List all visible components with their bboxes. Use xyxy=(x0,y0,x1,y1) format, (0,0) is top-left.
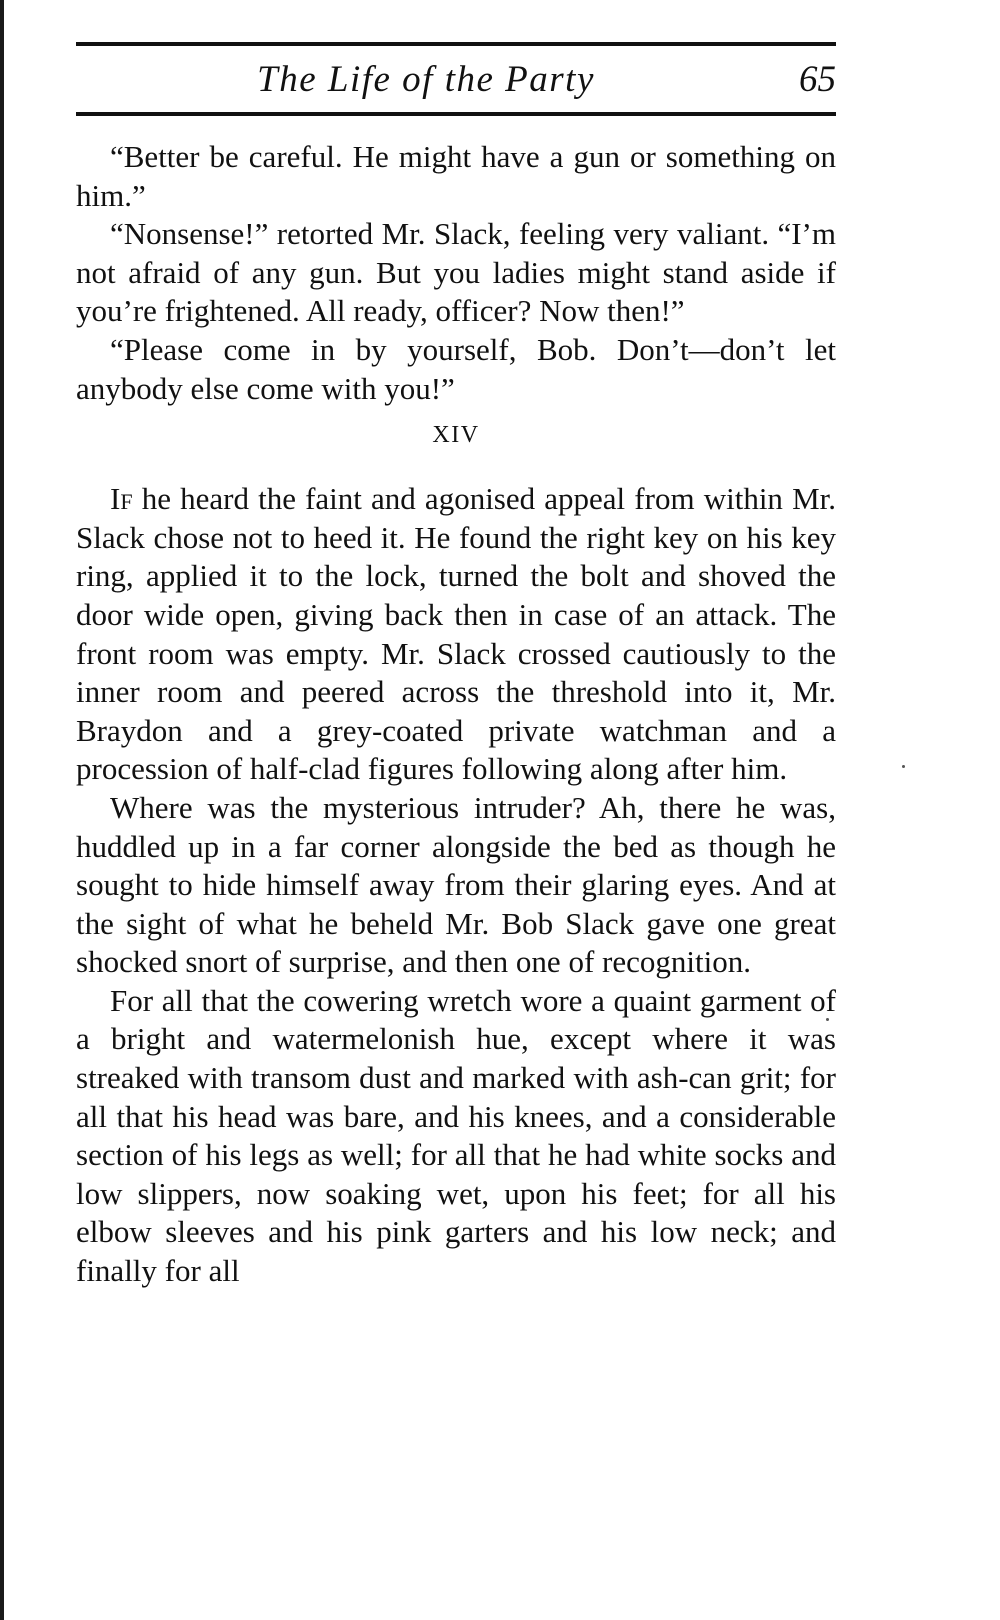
header-rule-top xyxy=(76,42,836,46)
page-number: 65 xyxy=(799,59,836,100)
chapter-number: XIV xyxy=(432,422,480,449)
paragraph: “Please come in by yourself, Bob. Don’t—don’t let anybody else come with you!” xyxy=(76,331,836,406)
page-edge-shadow xyxy=(0,0,4,1620)
paragraph: “Nonsense!” retorted Mr. Slack, feeling very valiant. “I’m not afraid of any gun. But you ladies might stand aside if you’re frightened. All ready, officer? Now then!” xyxy=(76,216,836,329)
paper-speck xyxy=(902,765,905,768)
header-rule-bottom xyxy=(76,112,836,116)
running-title: The Life of the Party xyxy=(257,59,595,100)
paper-speck xyxy=(826,1018,829,1021)
paragraph: “Better be careful. He might have a gun or something on him.” xyxy=(76,139,836,213)
opening-text: he heard the faint and agonised appeal from within Mr. Slack chose not to heed it. He found the right key on his key ring, applied it to the lock, turned the bolt and shoved the door wide open, giving back then in case of an attack. The front room was empty. Mr. Slack crossed cautiously to the inner room and peered across the threshold into it, Mr. Braydon and a grey-coated private watchman and a procession of half-clad figures following along after him. xyxy=(76,481,836,787)
opening-word: If xyxy=(110,481,133,517)
body-text xyxy=(76,138,836,1291)
chapter-opening-paragraph xyxy=(76,480,836,789)
paragraph: For all that the cowering wretch wore a quaint garment of a bright and watermelonish hue, except where it was streaked with transom dust and marked with ash-can grit; for all that his head was bare, and his knees, and a considerable section of his legs as well; for all that he had white socks and low slippers, now soaking wet, upon his feet; for all his elbow sleeves and his pink garters and his low neck; and finally for all xyxy=(76,982,836,1289)
running-header xyxy=(76,54,836,106)
paragraph: Where was the mysterious intruder? Ah, there he was, huddled up in a far corner alongside the bed as though he sought to hide himself away from their glaring eyes. And at the sight of what he beheld Mr. Bob Slack gave one great shocked snort of surprise, and then one of recognition. xyxy=(76,789,836,980)
